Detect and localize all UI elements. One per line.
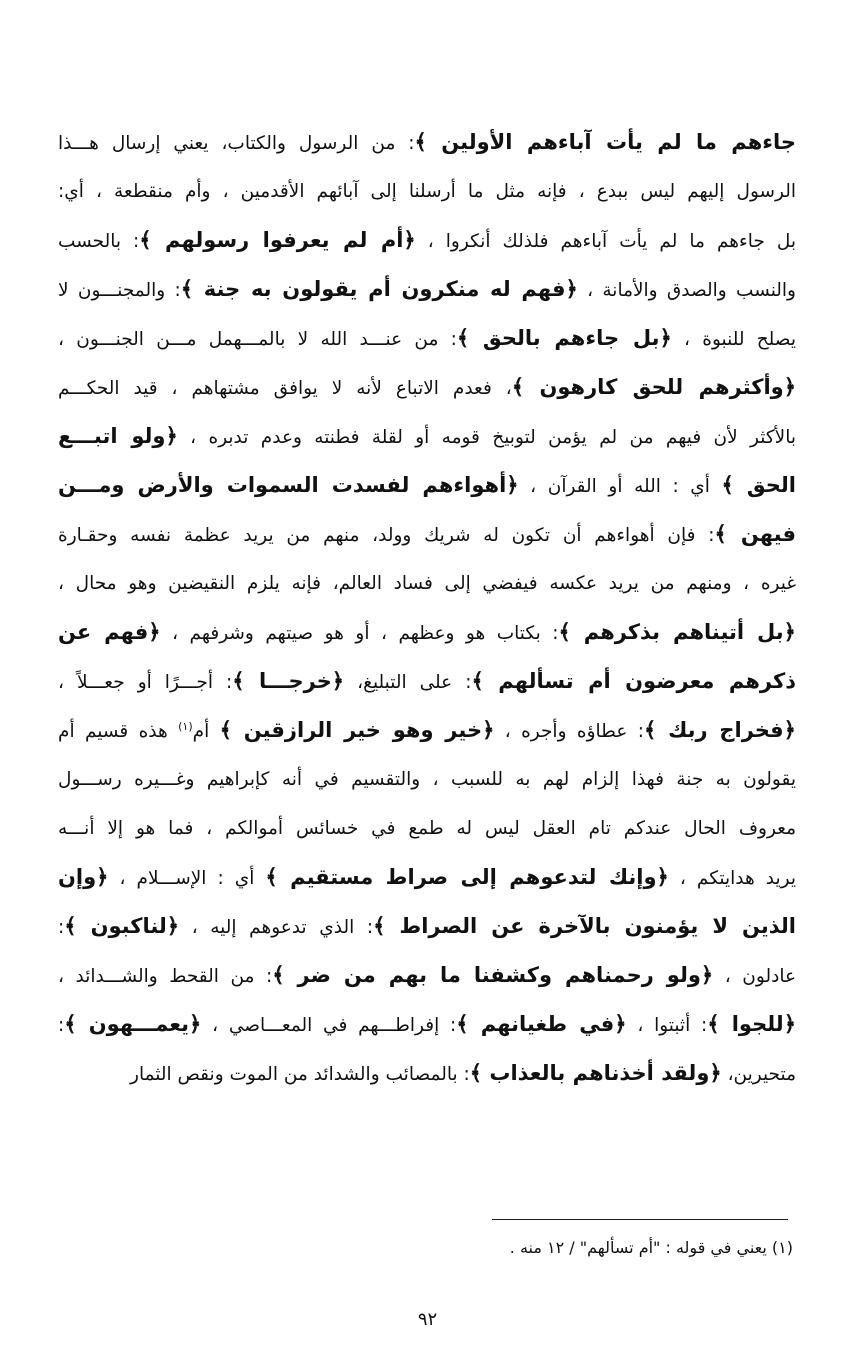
body-text bbox=[58, 118, 796, 1098]
quran-quote: جاءهم ما لم يأت آباءهم الأولين ﴾ bbox=[414, 130, 796, 154]
quran-quote: ﴿في طغيانهم ﴾ bbox=[456, 1012, 627, 1036]
quran-quote: ﴿وإنك لتدعوهم إلى صراط مستقيم ﴾ bbox=[265, 865, 669, 889]
text-line bbox=[58, 412, 796, 461]
commentary-text: : من الرسول والكتاب، يعني إرسال هـــذا bbox=[58, 133, 415, 154]
commentary-text: : إفراطـــهم في المعـــاصي ، bbox=[201, 1015, 457, 1036]
commentary-text: يريد هدايتكم ، bbox=[668, 868, 796, 889]
commentary-text: يصلح للنبوة ، bbox=[671, 329, 796, 350]
text-line bbox=[58, 1049, 796, 1098]
text-line bbox=[58, 608, 796, 657]
text-line bbox=[58, 314, 796, 363]
text-line bbox=[58, 1000, 796, 1049]
text-line bbox=[58, 461, 796, 510]
quran-quote: ﴿وأكثرهم للحق كارهون ﴾ bbox=[511, 375, 796, 399]
commentary-text: : من القحط والشـــدائد ، bbox=[58, 966, 273, 987]
commentary-text: يقولون به جنة فهذا إلزام لهم به للسبب ، والتقسيم في أنه كإبراهيم وغـــيره رســـول bbox=[58, 769, 796, 790]
text-line bbox=[58, 118, 796, 167]
text-line bbox=[58, 657, 796, 706]
quran-quote: ﴿ولو رحمناهم وكشفنا ما بهم من ضر ﴾ bbox=[272, 963, 714, 987]
commentary-text: : من عنـــد الله لا بالمـــهمل مـــن الجنـــون ، bbox=[58, 329, 457, 350]
quran-quote: ﴿وإن bbox=[58, 865, 109, 889]
commentary-text: : عطاؤه وأجره ، bbox=[494, 721, 644, 742]
commentary-text: الرسول إليهم ليس ببدع ، فإنه مثل ما أرسلنا إلى آبائهم الأقدمين ، وأم منقطعة ، أي: bbox=[58, 181, 796, 202]
commentary-text: : فإن أهواءهم أن تكون له شريك وولد، منهم من يريد عظمة نفسه وحقـارة bbox=[58, 525, 715, 546]
text-line bbox=[58, 951, 796, 1000]
quran-quote: ﴿خير وهو خير الرازقين ﴾ bbox=[219, 718, 495, 742]
text-line bbox=[58, 559, 796, 608]
text-line bbox=[58, 216, 796, 265]
text-line bbox=[58, 853, 796, 902]
commentary-text: : أثبتوا ، bbox=[626, 1015, 708, 1036]
commentary-text: : على التبليغ، bbox=[344, 672, 472, 693]
quran-quote: ﴿ولقد أخذناهم بالعذاب ﴾ bbox=[469, 1061, 722, 1085]
commentary-text: : bbox=[58, 917, 65, 938]
commentary-text: بالأكثر لأن فيهم من لم يؤمن لتوبيخ قومه أو لقلة فطنته وعدم تدبره ، bbox=[177, 427, 796, 448]
text-line bbox=[58, 363, 796, 412]
commentary-text: عادلون ، bbox=[713, 966, 796, 987]
quran-quote: الذين لا يؤمنون بالآخرة عن الصراط ﴾ bbox=[373, 914, 796, 938]
quran-quote: ﴿ولو اتبـــع bbox=[58, 424, 178, 448]
quran-quote: ﴿يعمـــهون ﴾ bbox=[64, 1012, 202, 1036]
footnote-separator bbox=[492, 1219, 788, 1220]
text-line bbox=[58, 265, 796, 314]
text-line bbox=[58, 510, 796, 559]
quran-quote: ﴿فهم له منكرون أم يقولون به جنة ﴾ bbox=[180, 277, 578, 301]
commentary-text: هذه قسيم أم bbox=[58, 721, 179, 742]
text-line bbox=[58, 902, 796, 951]
commentary-text: : بالحسب bbox=[58, 231, 140, 252]
quran-quote: ﴿بل جاءهم بالحق ﴾ bbox=[456, 326, 672, 350]
quran-quote: ﴿للجوا ﴾ bbox=[707, 1012, 796, 1036]
quran-quote: ﴿فهم عن bbox=[58, 620, 161, 644]
commentary-text: : أجـــرًا أو جعـــلاً ، bbox=[58, 672, 233, 693]
quran-quote: ﴿لناكبون ﴾ bbox=[64, 914, 180, 938]
page-number: ٩٢ bbox=[417, 1309, 438, 1330]
commentary-text: أي : الله أو القرآن ، bbox=[518, 476, 722, 497]
commentary-text: بل جاءهم ما لم يأت آباءهم فلذلك أنكروا ، bbox=[415, 231, 796, 252]
commentary-text: أم bbox=[192, 721, 220, 742]
quran-quote: ﴿أم لم يعرفوا رسولهم ﴾ bbox=[139, 228, 416, 252]
text-line bbox=[58, 706, 796, 755]
commentary-text: : بكتاب هو وعظهم ، أو هو صيتهم وشرفهم ، bbox=[160, 623, 559, 644]
text-line bbox=[58, 804, 796, 853]
quran-quote: ﴿بل أتيناهم بذكرهم ﴾ bbox=[558, 620, 796, 644]
text-line bbox=[58, 755, 796, 804]
text-line bbox=[58, 167, 796, 216]
quran-quote: الحق ﴾ bbox=[721, 473, 796, 497]
commentary-text: : بالمصائب والشدائد من الموت ونقص الثمار bbox=[130, 1064, 470, 1085]
commentary-text: معروف الحال عندكم تام العقل ليس له طمع في خسائس أموالكم ، فما هو إلا أنـــه bbox=[58, 818, 796, 839]
commentary-text: : bbox=[58, 1015, 65, 1036]
quran-quote: ﴿خرجـــا ﴾ bbox=[232, 669, 345, 693]
quran-quote: ﴿فخراج ربك ﴾ bbox=[643, 718, 796, 742]
quran-quote: فيهن ﴾ bbox=[714, 522, 796, 546]
footnote-marker: (١) bbox=[178, 719, 193, 733]
commentary-text: غيره ، ومنهم من يريد عكسه فيفضي إلى فساد العالم، فإنه يلزم النقيضين وهو محال ، bbox=[58, 573, 796, 594]
commentary-text: : والمجنـــون لا bbox=[58, 280, 181, 301]
quran-quote: ﴿أهواءهم لفسدت السموات والأرض ومـــن bbox=[58, 473, 519, 497]
commentary-text: والنسب والصدق والأمانة ، bbox=[577, 280, 796, 301]
commentary-text: : الذي تدعوهم إليه ، bbox=[179, 917, 374, 938]
commentary-text: متحيرين، bbox=[721, 1064, 796, 1085]
commentary-text: ، فعدم الاتباع لأنه لا يوافق مشتهاهم ، قيد الحكـــم bbox=[58, 378, 512, 399]
footnote: (١) يعني في قوله : "أم تسألهم" / ١٢ منه . bbox=[509, 1238, 793, 1257]
quran-quote: ذكرهم معرضون أم تسألهم ﴾ bbox=[471, 669, 796, 693]
commentary-text: أي : الإســـلام ، bbox=[108, 868, 266, 889]
